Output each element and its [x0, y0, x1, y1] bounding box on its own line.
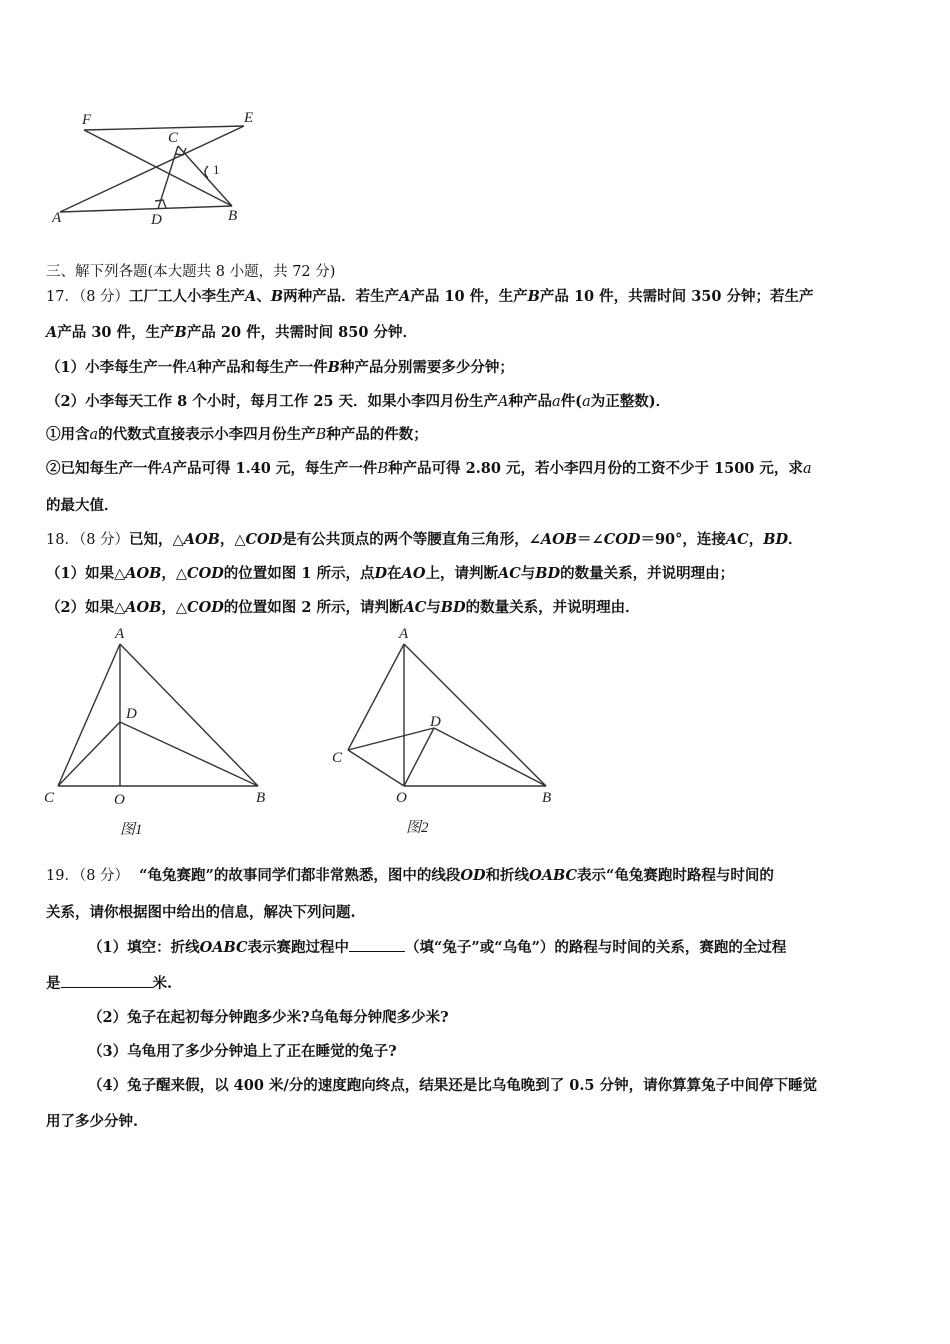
- fig1-label-A: A: [115, 626, 125, 642]
- q19-part3: （3）乌龟用了多少分钟追上了正在睡觉的兔子?: [88, 1043, 397, 1060]
- fig2-label-B: B: [542, 790, 552, 806]
- fig1-label-B: B: [256, 790, 266, 806]
- fig2-label-C: C: [332, 750, 343, 766]
- q17-part1: （1）小李每生产一件A种产品和每生产一件B种产品分别需要多少分钟；: [46, 359, 514, 376]
- q17-line1: 17．（8 分）工厂工人小李生产A、B两种产品．若生产A产品 10 件，生产B产品 10 件，共需时间 350 分钟；若生产: [46, 288, 814, 305]
- q17-part2: （2）小李每天工作 8 个小时，每月工作 25 天．如果小李四月份生产A种产品a件(a为正整数)．: [46, 393, 671, 410]
- q19-part4: （4）兔子醒来假，以 400 米/分的速度跑向终点，结果还是比乌龟晚到了 0.5 分钟，请你算算兔子中间停下睡觉: [88, 1077, 818, 1094]
- q19-part2: （2）兔子在起初每分钟跑多少米?乌龟每分钟爬多少米?: [88, 1009, 449, 1026]
- fig1-label-O: O: [114, 792, 125, 808]
- q17-sub2: ②已知每生产一件A产品可得 1.40 元，每生产一件B种产品可得 2.80 元，若小李四月份的工资不少于 1500 元，求a: [46, 460, 812, 477]
- segment-FE: [84, 126, 244, 130]
- figure-1: [38, 622, 283, 842]
- segment-CB: [178, 146, 232, 206]
- q18-line1: 18．（8 分）已知，△AOB，△COD是有公共顶点的两个等腰直角三角形，∠AOB＝∠COD＝90°，连接AC，BD．: [46, 531, 803, 548]
- q18-number: 18．: [46, 532, 79, 548]
- label-F: F: [82, 112, 92, 128]
- q19-part4-end: 用了多少分钟.: [46, 1113, 139, 1130]
- fig2-label-A: A: [399, 626, 409, 642]
- answer-blank-1[interactable]: [349, 937, 405, 952]
- q17-score: （8 分）: [78, 289, 130, 305]
- q17-sub1: ①用含a的代数式直接表示小李四月份生产B种产品的件数；: [46, 426, 428, 443]
- label-A: A: [52, 210, 62, 226]
- q17-sub2-end: 的最大值．: [46, 497, 119, 514]
- q18-part1: （1）如果△AOB，△COD的位置如图 1 所示，点D在AO上，请判断AC与BD的数量关系，并说明理由；: [46, 565, 735, 582]
- q18-score: （8 分）: [78, 532, 130, 548]
- q19-part1-end: 是 米.: [46, 975, 173, 992]
- fig1-label-D: D: [126, 706, 137, 722]
- fig2-caption: 图2: [406, 820, 429, 836]
- q17-number: 17．: [46, 289, 79, 305]
- answer-blank-2[interactable]: [61, 973, 153, 988]
- label-B: B: [228, 208, 238, 224]
- q19-score: （8 分）: [78, 868, 130, 884]
- q19-part1: （1）填空：折线OABC表示赛跑过程中 （填“兔子”或“乌龟”）的路程与时间的关系，赛跑的全过程: [88, 939, 787, 956]
- segment-AB: [60, 206, 232, 212]
- q18-part2: （2）如果△AOB，△COD的位置如图 2 所示，请判断AC与BD的数量关系，并说明理由．: [46, 599, 640, 616]
- fig2-label-D: D: [430, 714, 441, 730]
- label-angle-1: 1: [213, 162, 220, 177]
- fig2-label-O: O: [396, 790, 407, 806]
- fig1-label-C: C: [44, 790, 55, 806]
- label-C: C: [168, 130, 179, 146]
- q19-line1: 19．（8 分） “龟兔赛跑”的故事同学们都非常熟悉，图中的线段OD和折线OABC表示“龟兔赛跑时路程与时间的: [46, 867, 774, 884]
- q19-number: 19．: [46, 868, 79, 884]
- label-D: D: [151, 212, 162, 228]
- q19-line2: 关系，请你根据图中给出的信息，解决下列问题.: [46, 904, 356, 921]
- q17-line2: A产品 30 件，生产B产品 20 件，共需时间 850 分钟．: [46, 324, 417, 341]
- figure-parallel-lines: [48, 108, 268, 230]
- section-title: 三、解下列各题(本大题共 8 小题，共 72 分): [46, 264, 336, 280]
- fig1-caption: 图1: [120, 822, 143, 838]
- label-E: E: [244, 110, 254, 126]
- figure-2: [326, 622, 566, 842]
